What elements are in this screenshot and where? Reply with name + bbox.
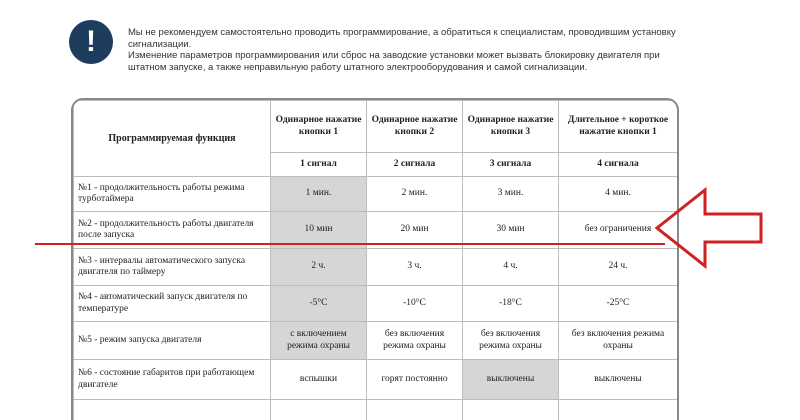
warning-line-2: Изменение параметров программирования или сброс на заводские установки может вызвать блокировку двигателя при штатном запуске, а также неправильную работу штатного электрооборудования и самой сигнализации. xyxy=(128,50,688,73)
table-row xyxy=(74,400,678,420)
column-header-2: Одинарное нажатие кнопки 2 xyxy=(367,101,463,153)
warning-note xyxy=(128,27,688,73)
value-cell: 2 мин. xyxy=(367,177,463,212)
value-cell: горят постоянно xyxy=(367,360,463,400)
value-cell: вспышки xyxy=(271,360,367,400)
value-cell: 2 ч. xyxy=(271,249,367,286)
value-cell: 10 мин xyxy=(271,212,367,249)
value-cell: -25°С xyxy=(559,286,678,322)
value-cell: 3 мин. xyxy=(463,177,559,212)
signal-2: 2 сигнала xyxy=(367,153,463,177)
value-cell: -10°С xyxy=(367,286,463,322)
table-row xyxy=(74,286,678,322)
function-cell: №2 - продолжительность работы двигателя после запуска xyxy=(74,212,271,249)
value-cell: 20 мин xyxy=(367,212,463,249)
signal-4: 4 сигнала xyxy=(559,153,678,177)
value-cell: выключены xyxy=(463,360,559,400)
table-row xyxy=(74,360,678,400)
value-cell: -5°С xyxy=(271,286,367,322)
programming-table xyxy=(71,98,679,420)
value-cell: без включения режима охраны xyxy=(463,322,559,360)
value-cell: без включения режима охраны xyxy=(367,322,463,360)
function-cell: №1 - продолжительность работы режима турботаймера xyxy=(74,177,271,212)
warning-line-1: Мы не рекомендуем самостоятельно проводить программирование, а обратиться к специалистам, проводившим установку сигнализации. xyxy=(128,27,688,50)
red-underline xyxy=(35,243,665,245)
left-arrow-outline-icon xyxy=(655,188,767,268)
table-row xyxy=(74,322,678,360)
value-cell: с включением режима охраны xyxy=(271,322,367,360)
value-cell: 4 мин. xyxy=(559,177,678,212)
function-cell: №5 - режим запуска двигателя xyxy=(74,322,271,360)
signal-1: 1 сигнал xyxy=(271,153,367,177)
value-cell: выключены xyxy=(559,360,678,400)
signal-3: 3 сигнала xyxy=(463,153,559,177)
value-cell: 30 мин xyxy=(463,212,559,249)
table-row xyxy=(74,249,678,286)
function-cell: №6 - состояние габаритов при работающем двигателе xyxy=(74,360,271,400)
value-cell: без включения режима охраны xyxy=(559,322,678,360)
function-cell: №3 - интервалы автоматического запуска двигателя по таймеру xyxy=(74,249,271,286)
value-cell: 24 ч. xyxy=(559,249,678,286)
function-column-header: Программируемая функция xyxy=(74,101,271,177)
value-cell: 1 мин. xyxy=(271,177,367,212)
column-header-3: Одинарное нажатие кнопки 3 xyxy=(463,101,559,153)
column-header-1: Одинарное нажатие кнопки 1 xyxy=(271,101,367,153)
value-cell: 3 ч. xyxy=(367,249,463,286)
table-row xyxy=(74,177,678,212)
column-header-4: Длительное + короткое нажатие кнопки 1 xyxy=(559,101,678,153)
value-cell: без ограничения xyxy=(559,212,678,249)
function-cell: №4 - автоматический запуск двигателя по температуре xyxy=(74,286,271,322)
value-cell: -18°С xyxy=(463,286,559,322)
value-cell: 4 ч. xyxy=(463,249,559,286)
exclamation-icon: ! xyxy=(69,20,113,64)
